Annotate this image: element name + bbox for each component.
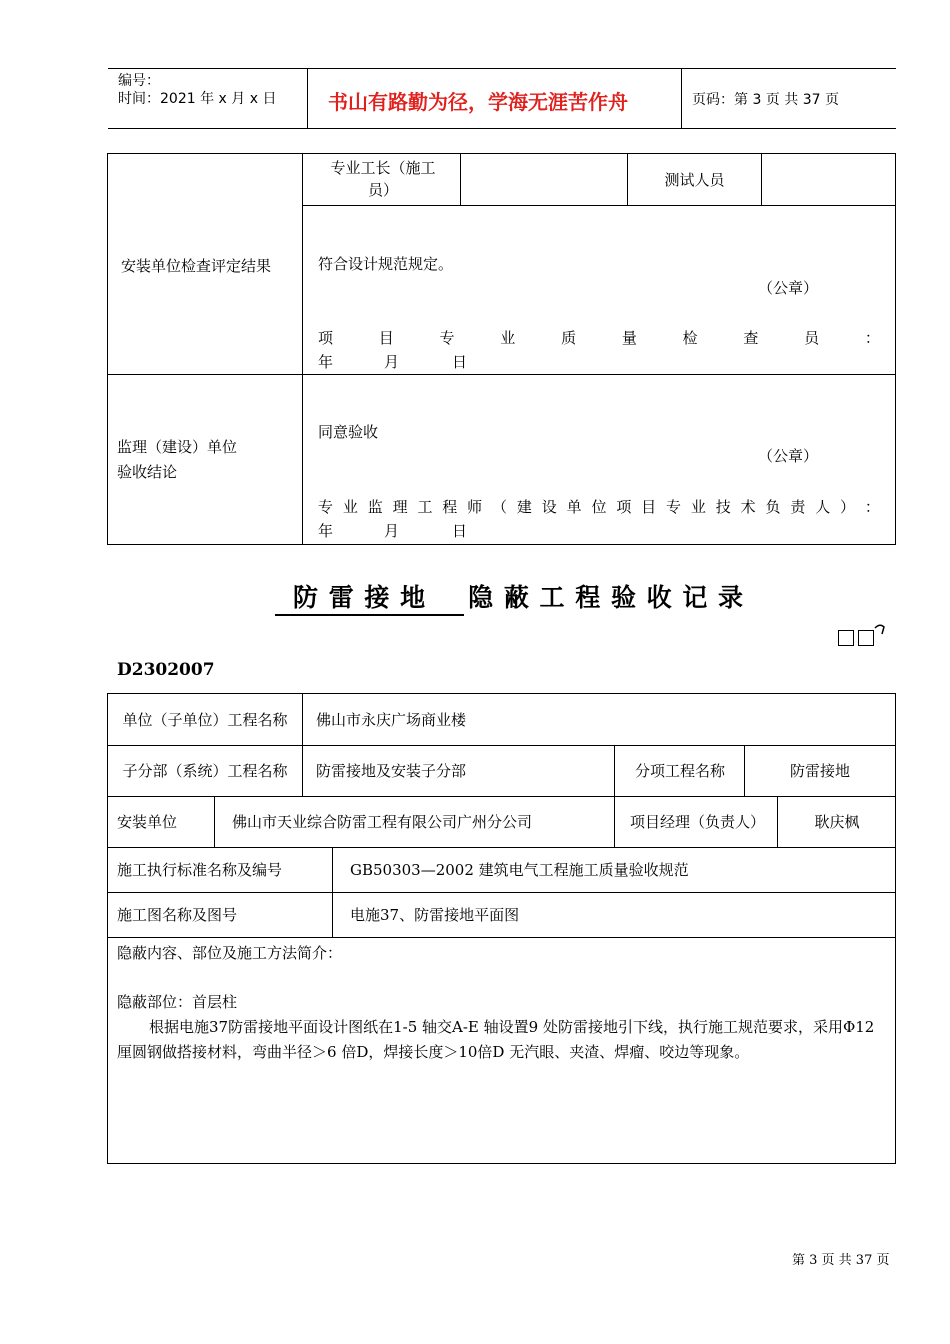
date-month: 月 (384, 522, 400, 540)
serial-label: 编号： (118, 73, 160, 89)
engineer-char: 建 (516, 498, 532, 516)
inspector-char: ： (864, 329, 880, 347)
item-name-value: 防雷接地 (789, 762, 850, 780)
supervision-seal: （公章） (758, 447, 819, 465)
hidden-works-title: 隐蔽内容、部位及施工方法简介： (117, 944, 343, 962)
install-check-label: 安装单位检查评定结果 (121, 257, 272, 275)
engineer-char: 人 (815, 498, 831, 516)
engineer-char: 设 (541, 498, 557, 516)
form-col-rule (614, 745, 615, 847)
time-label: 时间：2021 年 x 月 x 日 (118, 91, 277, 107)
inspector-char: 查 (743, 329, 759, 347)
installer-label: 安装单位 (117, 813, 178, 831)
install-seal: （公章） (758, 279, 819, 297)
header-divider-1 (307, 68, 308, 128)
inspector-char: 业 (500, 329, 516, 347)
tester-label: 测试人员 (664, 170, 725, 189)
header-motto: 书山有路勤为径，学海无涯苦作舟 (328, 90, 628, 114)
document-title (275, 578, 744, 616)
date-year: 年 (318, 522, 334, 540)
inspector-char: 员 (804, 329, 820, 347)
engineer-char: 业 (690, 498, 706, 516)
engineer-char: 负 (765, 498, 781, 516)
inspector-char: 质 (561, 329, 577, 347)
engineer-char: 专 (318, 498, 334, 516)
item-name-label: 分项工程名称 (634, 761, 725, 780)
engineer-char: ） (840, 498, 856, 516)
engineer-char: 责 (790, 498, 806, 516)
inspection-row-rule-1 (302, 205, 896, 206)
form-col-rule (302, 693, 303, 796)
drawing-label: 施工图名称及图号 (117, 906, 238, 924)
form-col-rule (332, 847, 333, 937)
install-check-result: 符合设计规范规定。 (318, 255, 454, 273)
date-year: 年 (318, 353, 334, 371)
engineer-char: （ (492, 498, 508, 516)
standard-value: GB50303—2002 建筑电气工程施工质量验收规范 (350, 861, 689, 879)
pen-mark-icon (872, 622, 888, 638)
date-month: 月 (384, 353, 400, 371)
inspector-char: 项 (318, 329, 334, 347)
unit-name-label: 单位（子单位）工程名称 (122, 710, 288, 729)
hidden-works-part: 隐蔽部位：首层柱 (117, 993, 238, 1011)
header-top-rule (108, 68, 896, 69)
form-col-rule (744, 745, 745, 796)
engineer-char: 位 (591, 498, 607, 516)
form-col-rule (214, 796, 215, 847)
footer-page-number: 第 3 页 共 37 页 (792, 1253, 890, 1268)
engineer-char: 业 (342, 498, 358, 516)
engineer-date (318, 520, 468, 541)
engineer-char: 术 (740, 498, 756, 516)
foreman-label: 专业工长（施工员） (330, 159, 436, 199)
engineer-char: 监 (367, 498, 383, 516)
engineer-char: ： (864, 498, 880, 516)
supervision-result: 同意验收 (318, 423, 379, 441)
inspector-date (318, 351, 468, 372)
engineer-char: 技 (715, 498, 731, 516)
form-row-rule (107, 937, 896, 938)
hidden-works-description: 根据电施37防雷接地平面设计图纸在1-5 轴交A-E 轴设置9 处防雷接地引下线，执行施工规范要求，采用Φ12厘圆钢做搭接材料，弯曲半径＞6 倍D，焊接长度＞10倍D 无汽眼、夹渣、焊瘤、咬边等现象。 (117, 1018, 875, 1061)
inspection-table (107, 153, 896, 545)
inspector-char: 量 (621, 329, 637, 347)
inspection-table-divider (302, 153, 303, 545)
unit-name-value: 佛山市永庆广场商业楼 (316, 711, 467, 729)
installer-value: 佛山市天业综合防雷工程有限公司广州分公司 (232, 813, 533, 831)
page-number-label: 页码：第 3 页 共 37 页 (692, 92, 839, 108)
sub-division-label: 子分部（系统）工程名称 (122, 761, 288, 780)
title-subject: 防 雷 接 地 (275, 578, 464, 616)
engineer-char: 目 (641, 498, 657, 516)
record-code: D2302007 (117, 660, 215, 680)
engineer-char: 项 (616, 498, 632, 516)
engineer-char: 程 (442, 498, 458, 516)
engineer-char: 单 (566, 498, 582, 516)
inspector-char: 检 (682, 329, 698, 347)
engineer-char: 理 (392, 498, 408, 516)
engineer-char: 工 (417, 498, 433, 516)
header-bottom-rule (108, 128, 896, 129)
inspector-char: 目 (378, 329, 394, 347)
standard-label: 施工执行标准名称及编号 (117, 861, 283, 879)
date-day: 日 (452, 522, 468, 540)
checkbox-icon (838, 630, 854, 646)
form-col-rule (777, 796, 778, 847)
engineer-char: 专 (666, 498, 682, 516)
foreman-value (461, 155, 626, 203)
inspector-char: 专 (439, 329, 455, 347)
tester-value (762, 155, 895, 203)
supervision-label-line2: 验收结论 (117, 463, 178, 481)
title-record: 隐 蔽 工 程 验 收 记 录 (468, 583, 745, 612)
header-divider-2 (681, 68, 682, 128)
sub-division-value: 防雷接地及安装子分部 (316, 762, 467, 780)
supervision-label-line1: 监理（建设）单位 (117, 438, 238, 456)
project-manager-value: 耿庆枫 (814, 813, 860, 831)
inspector-signature-line (318, 327, 880, 348)
date-day: 日 (452, 353, 468, 371)
engineer-signature-line (318, 496, 880, 517)
inspection-row-rule-2 (107, 374, 896, 375)
engineer-char: 师 (467, 498, 483, 516)
project-manager-label: 项目经理（负责人） (630, 812, 766, 831)
drawing-value: 电施37、防雷接地平面图 (350, 906, 520, 924)
